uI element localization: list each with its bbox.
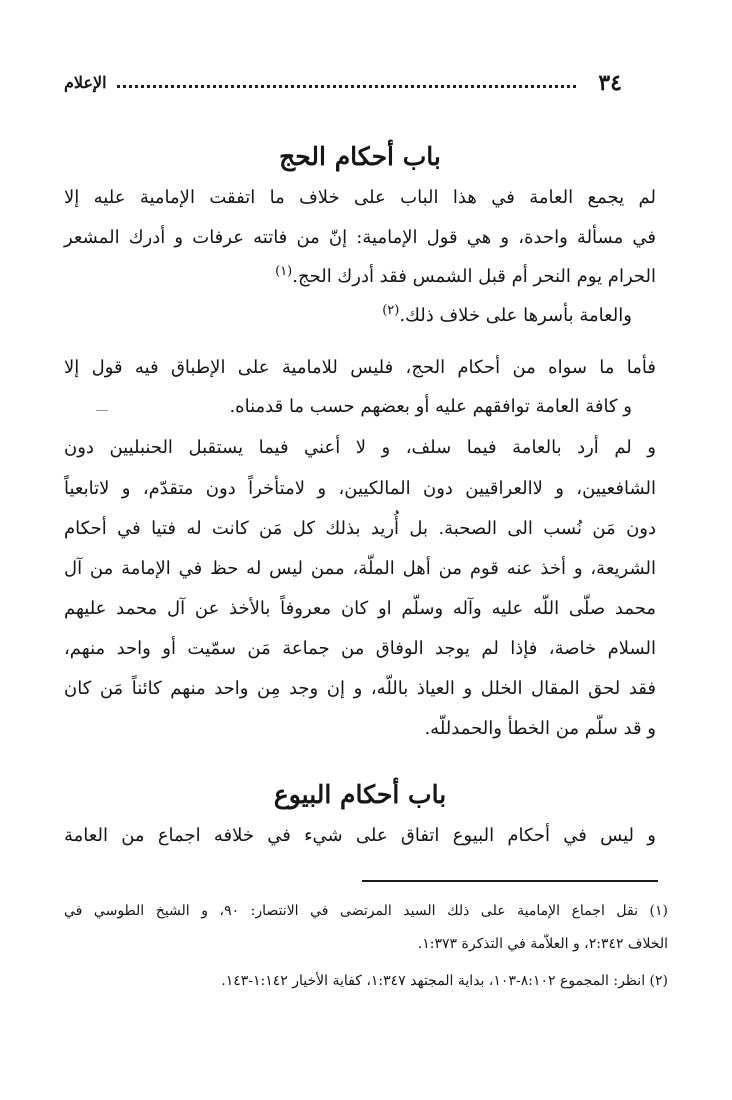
paragraph-line: و قد سلّم من الخطأ والحمدللّه.	[424, 718, 656, 739]
paragraph-line: الشريعة، و أخذ عنه قوم من أهل الملّة، ممن ليس له حظ في الإمامة من آل	[64, 558, 656, 579]
paragraph-line: السلام خاصة، فإذا لم يوجد الوفاق من جماعة مَن سمّيت أو واحد منهم،	[64, 638, 656, 659]
dotted-leader	[117, 85, 577, 88]
paragraph-line: لم يجمع العامة في هذا الباب على خلاف ما اتفقت الإمامية عليه إلا	[64, 187, 656, 208]
footnote-ref-2: (٢)	[382, 303, 400, 318]
paragraph-line: دون مَن نُسب الى الصحبة. بل أُريد بذلك كل مَن كانت له فتيا في أحكام	[64, 518, 656, 539]
paragraph-line: في مسألة واحدة، و هي قول الإمامية: إنّ من فاتته عرفات و أدرك المشعر	[64, 227, 656, 248]
paragraph-line: فقد لحق المقال الخلل و العياذ باللّه، و إن وجد مِن واحد منهم كائناً مَن كان	[64, 678, 656, 699]
section-heading-sales: باب أحكام البيوع	[273, 780, 447, 809]
paragraph-line: و كافة العامة توافقهم عليه أو بعضهم حسب ما قدمناه.	[229, 396, 632, 417]
page-number: ٣٤	[598, 70, 622, 96]
paragraph-line: فأما ما سواه من أحكام الحج، فليس للامامية على الإطباق فيه قول إلا	[64, 357, 656, 378]
paragraph-line: و لم أرد بالعامة فيما سلف، و لا أعني فيما يستقبل الحنبليين دون	[64, 437, 656, 458]
footnote-1-line-2: الخلاف ٢:٣٤٢، و العلاّمة في التذكرة ١:٣٧٣.	[417, 936, 668, 952]
paragraph-line-text: والعامة بأسرها على خلاف ذلك.	[399, 305, 632, 326]
paragraph-line	[64, 305, 632, 327]
paragraph-line: و ليس في أحكام البيوع اتفاق على شيء في خلافه اجماع من العامة	[64, 825, 656, 846]
paragraph-line	[64, 266, 656, 288]
paragraph-line-text: الحرام يوم النحر أم قبل الشمس فقد أدرك الحج.	[292, 266, 656, 287]
running-title: الإعلام	[64, 73, 107, 92]
paragraph-line: الشافعيين، و لاالعراقيين دون المالكيين، و لامتأخراً دون متقدّم، و لاتابعياً	[64, 478, 656, 499]
paragraph-line: محمد صلّى اللّه عليه وآله وسلّم او كان معروفاً بالأخذ عن آل محمد عليهم	[64, 598, 656, 619]
footnote-ref-1: (١)	[275, 264, 293, 279]
running-header	[64, 66, 622, 100]
footnote-1-line-1: (١) نقل اجماع الإمامية على ذلك السيد المرتضى في الانتصار: ٩٠، و الشيخ الطوسي في	[64, 903, 669, 919]
footnote-separator	[362, 880, 658, 882]
section-heading-hajj: باب أحكام الحج	[279, 142, 441, 171]
scan-speck	[96, 410, 108, 411]
footnote-2: (٢) انظر: المجموع ٨:١٠٢-١٠٣، بداية المجتهد ١:٣٤٧، كفاية الأخيار ١:١٤٢-١٤٣.	[221, 973, 668, 989]
